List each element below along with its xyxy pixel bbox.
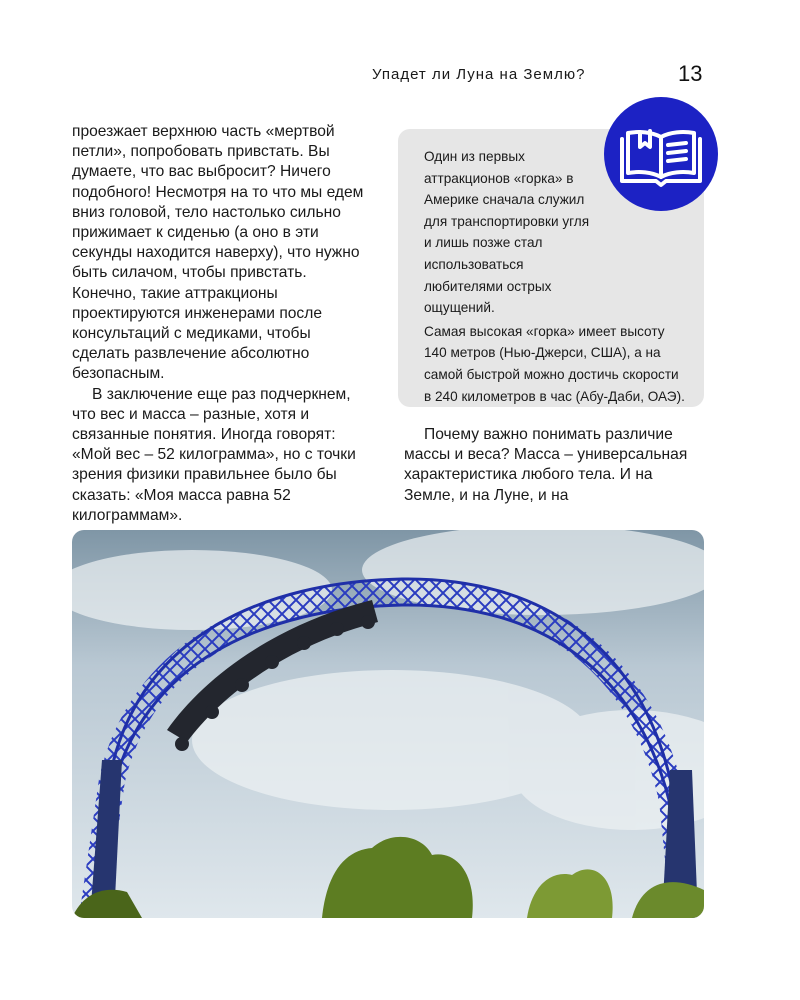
left-column: [72, 122, 372, 526]
sidebar-paragraph: Один из первых аттракционов «горка» в Америке сначала служил для транспортировки угля и лишь позже стал использоваться любителями острых ощущений.: [424, 149, 590, 316]
page-number: 13: [678, 61, 703, 86]
body-paragraph: В заключение еще раз подчеркнем, что вес и масса – разные, хотя и связанные понятия. Иногда говорят: «Мой вес – 52 килограмма», но с точки зрения физики правильнее было бы сказать: «Моя масса равна 52 килограммам».: [72, 385, 356, 524]
book-badge: [604, 97, 718, 211]
right-column: [404, 425, 704, 506]
body-paragraph: проезжает верхнюю часть «мертвой петли», попробовать привстать. Вы думаете, что вас выбросит? Ничего подобного! Несмотря на то что мы едем вниз головой, тело настолько сильно прижимает к сиденью (а оно в эти секунды находится наверху), что нужно быть силачом, чтобы привстать. Конечно, такие аттракционы проектируются инженерами после консультаций с медиками, чтобы сделать развлечение абсолютно безопасным.: [72, 123, 364, 383]
open-book-icon: [604, 97, 718, 211]
sidebar-paragraph: Самая высокая «горка» имеет высоту 140 метров (Нью-Джерси, США), а на самой быстрой можно достичь скорости в 240 километров в час (Абу-Даби, ОАЭ).: [424, 323, 685, 404]
body-paragraph: Почему важно понимать различие массы и веса? Масса – универсальная характеристика любого тела. И на Земле, и на Луне, и на: [404, 426, 688, 504]
running-head: Упадет ли Луна на Землю?: [372, 66, 586, 83]
roller-coaster-photo: [72, 530, 704, 918]
